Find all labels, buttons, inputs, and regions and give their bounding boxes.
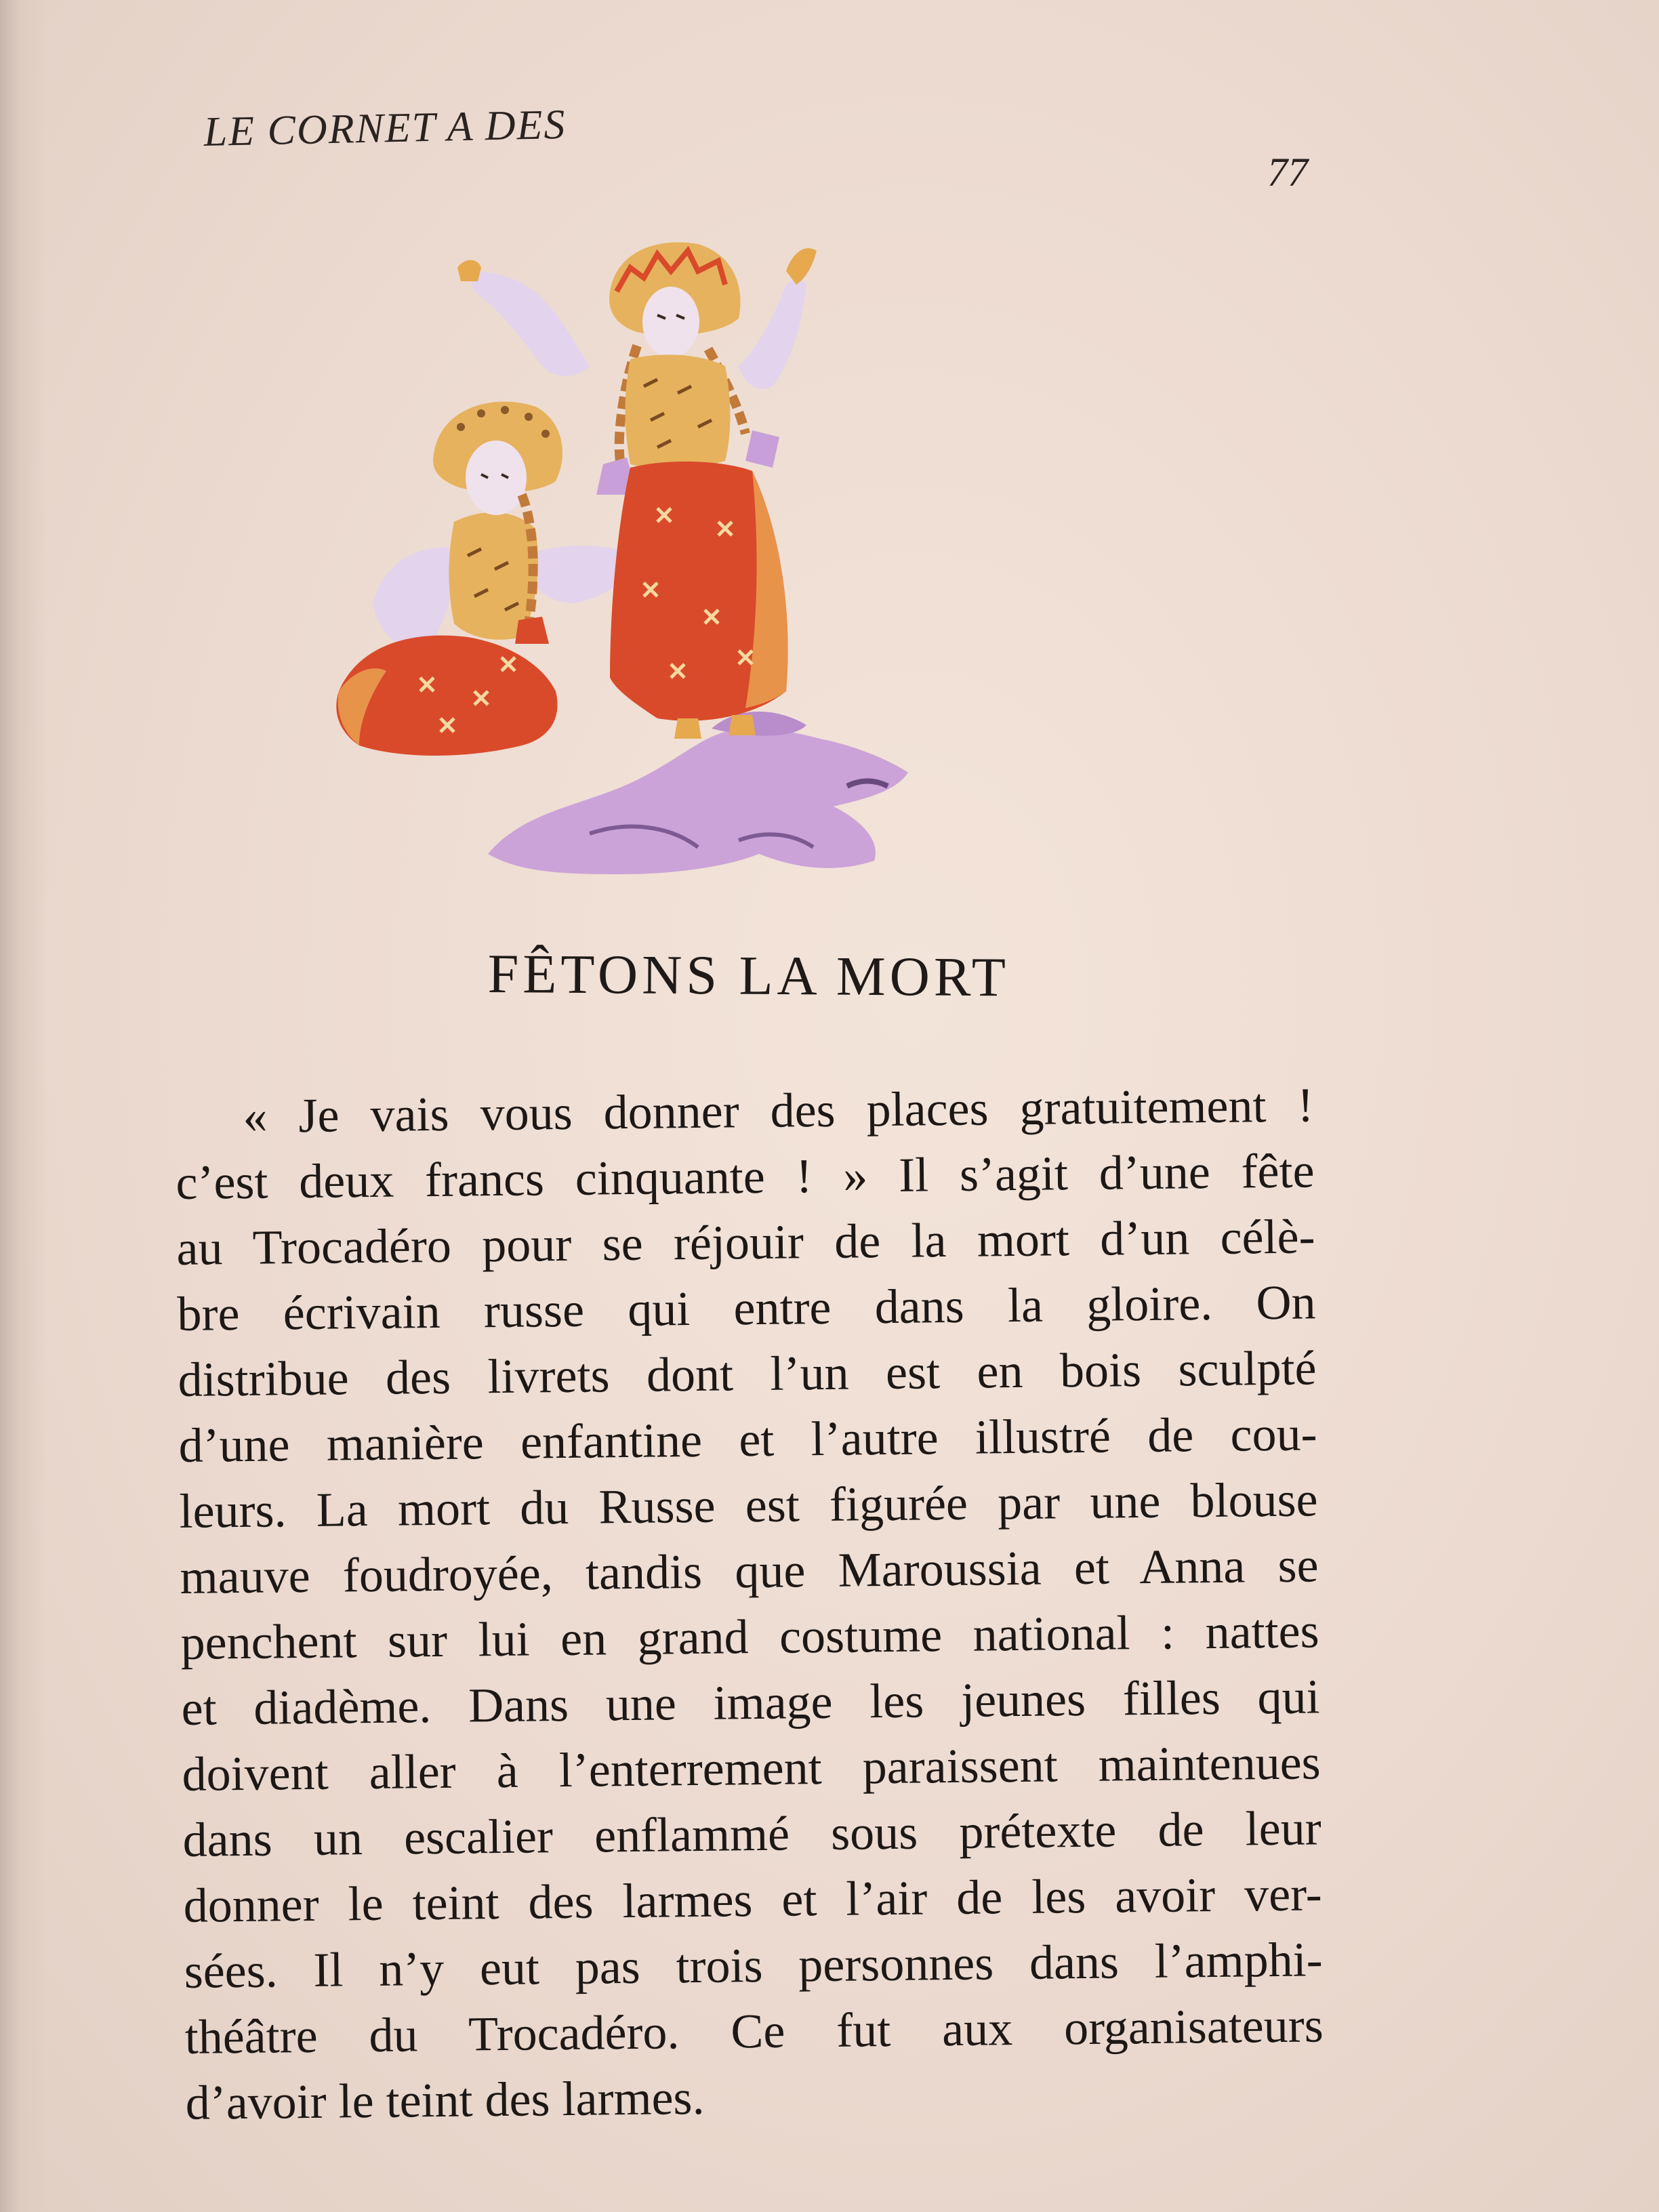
text-line: leurs. La mort du Russe est figurée par une blouse bbox=[179, 1472, 1318, 1538]
text-line: théâtre du Trocadéro. Ce fut aux organisateurs bbox=[184, 1998, 1324, 2064]
body-text bbox=[175, 1072, 1324, 2136]
text-line: et diadème. Dans une image les jeunes filles qui bbox=[181, 1669, 1320, 1736]
text-line: doivent aller à l’enterrement paraissent maintenues bbox=[182, 1735, 1321, 1801]
spine-shadow bbox=[0, 0, 47, 2212]
text-line: au Trocadéro pour se réjouir de la mort d’un célè- bbox=[176, 1209, 1315, 1275]
text-line: donner le teint des larmes et l’air de les avoir ver- bbox=[183, 1866, 1323, 1933]
chapter-title: FÊTONS LA MORT bbox=[487, 943, 1010, 1008]
text-line: distribue des livrets dont l’un est en bois sculpté bbox=[178, 1340, 1317, 1407]
text-line: dans un escalier enflammé sous prétexte de leur bbox=[182, 1801, 1322, 1867]
text-line: d’avoir le teint des larmes. bbox=[185, 2070, 705, 2130]
illustration-two-dancers bbox=[319, 203, 1200, 908]
text-line: c’est deux francs cinquante ! » Il s’agit d’une fête bbox=[176, 1143, 1315, 1210]
page-number: 77 bbox=[1267, 150, 1308, 194]
text-line: « Je vais vous donner des places gratuitement ! bbox=[243, 1078, 1314, 1143]
text-line: mauve foudroyée, tandis que Maroussia et Anna se bbox=[180, 1538, 1319, 1604]
text-line: d’une manière enfantine et l’autre illustré de cou- bbox=[178, 1406, 1317, 1473]
text-line: bre écrivain russe qui entre dans la gloire. On bbox=[177, 1275, 1316, 1341]
running-head: LE CORNET A DES bbox=[203, 101, 567, 155]
text-line: penchent sur lui en grand costume national : nattes bbox=[180, 1603, 1319, 1670]
text-line: sées. Il n’y eut pas trois personnes dans l’amphi- bbox=[184, 1932, 1324, 1999]
